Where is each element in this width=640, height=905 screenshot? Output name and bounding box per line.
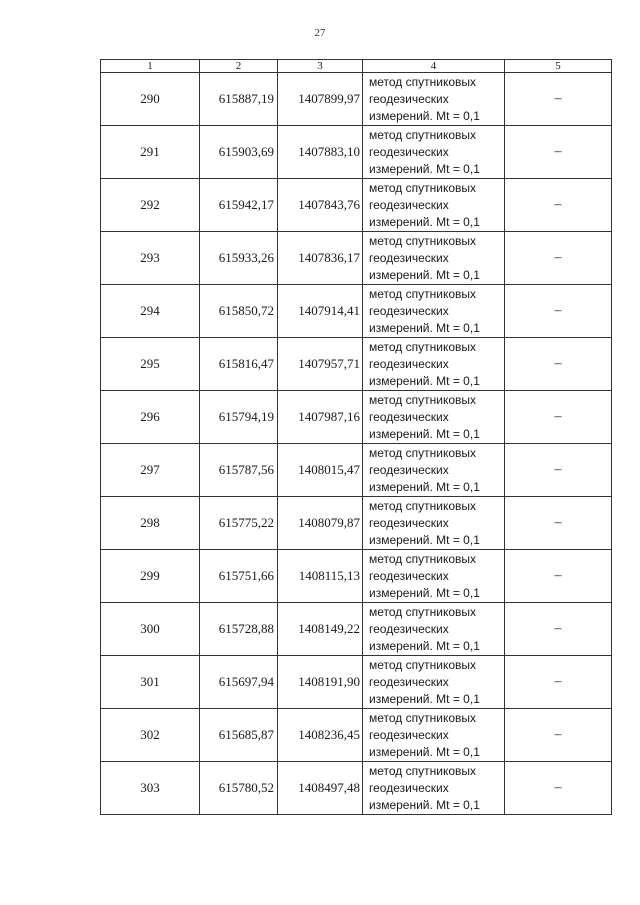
column-header-5: 5 <box>505 60 612 73</box>
note-cell: – <box>505 285 612 338</box>
method-text-line: метод спутниковых <box>369 233 477 248</box>
note-cell: – <box>505 179 612 232</box>
y-coordinate-value: 1408497,48 <box>298 780 360 795</box>
note-cell: – <box>505 762 612 815</box>
x-coordinate-cell <box>200 391 278 444</box>
method-text-line: метод спутниковых <box>369 763 477 778</box>
method-text-line: геодезических <box>369 144 449 159</box>
table-row <box>101 73 612 126</box>
method-text-line: измерений. Mt = 0,1 <box>369 744 480 759</box>
x-coordinate-value: 615942,17 <box>218 197 274 212</box>
table-row <box>101 338 612 391</box>
table-header-row <box>101 60 612 73</box>
method-text-line: измерений. Mt = 0,1 <box>369 373 480 388</box>
method-text-line: измерений. Mt = 0,1 <box>369 320 480 335</box>
column-header-4: 4 <box>363 60 505 73</box>
method-text-line: метод спутниковых <box>369 74 477 89</box>
y-coordinate-cell <box>278 656 363 709</box>
method-text-line: метод спутниковых <box>369 445 477 460</box>
y-coordinate-cell <box>278 391 363 444</box>
x-coordinate-cell <box>200 444 278 497</box>
method-text-line: измерений. Mt = 0,1 <box>369 691 480 706</box>
table-row <box>101 497 612 550</box>
table-row <box>101 656 612 709</box>
y-coordinate-cell <box>278 232 363 285</box>
y-coordinate-value: 1407843,76 <box>298 197 360 212</box>
method-cell <box>363 444 505 497</box>
y-coordinate-value: 1407914,41 <box>298 303 360 318</box>
y-coordinate-cell <box>278 285 363 338</box>
table-row <box>101 179 612 232</box>
column-header-2: 2 <box>200 60 278 73</box>
y-coordinate-value: 1407987,16 <box>298 409 360 424</box>
note-cell: – <box>505 709 612 762</box>
point-number-cell: 300 <box>101 603 200 656</box>
x-coordinate-value: 615775,22 <box>218 515 274 530</box>
x-coordinate-cell <box>200 497 278 550</box>
method-text-line: измерений. Mt = 0,1 <box>369 108 480 123</box>
x-coordinate-value: 615697,94 <box>218 674 274 689</box>
method-text-line: измерений. Mt = 0,1 <box>369 585 480 600</box>
method-text-line: геодезических <box>369 515 449 530</box>
point-number-cell: 301 <box>101 656 200 709</box>
y-coordinate-value: 1407957,71 <box>298 356 360 371</box>
method-text-line: геодезических <box>369 197 449 212</box>
note-cell: – <box>505 603 612 656</box>
x-coordinate-cell <box>200 603 278 656</box>
point-number-cell: 298 <box>101 497 200 550</box>
point-number-cell: 294 <box>101 285 200 338</box>
method-cell <box>363 550 505 603</box>
note-cell: – <box>505 656 612 709</box>
x-coordinate-value: 615850,72 <box>218 303 274 318</box>
point-number-cell: 297 <box>101 444 200 497</box>
method-text-line: измерений. Mt = 0,1 <box>369 267 480 282</box>
note-cell: – <box>505 338 612 391</box>
point-number-cell: 290 <box>101 73 200 126</box>
point-number-cell: 292 <box>101 179 200 232</box>
x-coordinate-cell <box>200 550 278 603</box>
method-text-line: метод спутниковых <box>369 710 477 725</box>
point-number-cell: 295 <box>101 338 200 391</box>
method-cell <box>363 285 505 338</box>
method-cell <box>363 73 505 126</box>
method-text-line: измерений. Mt = 0,1 <box>369 426 480 441</box>
method-text-line: геодезических <box>369 409 449 424</box>
method-text-line: метод спутниковых <box>369 180 477 195</box>
x-coordinate-value: 615933,26 <box>218 250 274 265</box>
y-coordinate-cell <box>278 179 363 232</box>
method-text-line: геодезических <box>369 780 449 795</box>
method-cell <box>363 656 505 709</box>
note-cell: – <box>505 550 612 603</box>
point-number-cell: 303 <box>101 762 200 815</box>
method-cell <box>363 762 505 815</box>
x-coordinate-value: 615903,69 <box>218 144 274 159</box>
y-coordinate-cell <box>278 603 363 656</box>
method-text-line: метод спутниковых <box>369 551 477 566</box>
y-coordinate-cell <box>278 126 363 179</box>
table-row <box>101 391 612 444</box>
x-coordinate-value: 615685,87 <box>218 727 274 742</box>
y-coordinate-cell <box>278 73 363 126</box>
method-text-line: геодезических <box>369 621 449 636</box>
y-coordinate-value: 1408015,47 <box>298 462 360 477</box>
note-cell: – <box>505 126 612 179</box>
method-text-line: геодезических <box>369 727 449 742</box>
table-row <box>101 126 612 179</box>
method-text-line: метод спутниковых <box>369 127 477 142</box>
x-coordinate-cell <box>200 285 278 338</box>
table-row <box>101 550 612 603</box>
table-row <box>101 232 612 285</box>
y-coordinate-value: 1408236,45 <box>298 727 360 742</box>
x-coordinate-cell <box>200 762 278 815</box>
method-text-line: измерений. Mt = 0,1 <box>369 797 480 812</box>
method-text-line: геодезических <box>369 91 449 106</box>
y-coordinate-value: 1407836,17 <box>298 250 360 265</box>
page-number: 27 <box>314 27 326 39</box>
x-coordinate-value: 615780,52 <box>218 780 274 795</box>
y-coordinate-value: 1408115,13 <box>298 568 360 583</box>
y-coordinate-cell <box>278 497 363 550</box>
note-cell: – <box>505 497 612 550</box>
column-header-3: 3 <box>278 60 363 73</box>
y-coordinate-cell <box>278 338 363 391</box>
column-header-1: 1 <box>101 60 200 73</box>
x-coordinate-value: 615794,19 <box>218 409 274 424</box>
method-cell <box>363 338 505 391</box>
x-coordinate-cell <box>200 338 278 391</box>
x-coordinate-cell <box>200 126 278 179</box>
method-text-line: измерений. Mt = 0,1 <box>369 479 480 494</box>
y-coordinate-value: 1407883,10 <box>298 144 360 159</box>
x-coordinate-value: 615787,56 <box>218 462 274 477</box>
method-text-line: геодезических <box>369 303 449 318</box>
point-number-cell: 299 <box>101 550 200 603</box>
table-row <box>101 709 612 762</box>
method-cell <box>363 179 505 232</box>
point-number-cell: 296 <box>101 391 200 444</box>
x-coordinate-cell <box>200 232 278 285</box>
y-coordinate-cell <box>278 550 363 603</box>
point-number-cell: 302 <box>101 709 200 762</box>
x-coordinate-value: 615728,88 <box>218 621 274 636</box>
method-text-line: геодезических <box>369 356 449 371</box>
y-coordinate-cell <box>278 709 363 762</box>
table-row <box>101 762 612 815</box>
method-cell <box>363 603 505 656</box>
method-cell <box>363 497 505 550</box>
x-coordinate-value: 615751,66 <box>218 568 274 583</box>
y-coordinate-value: 1407899,97 <box>298 91 360 106</box>
method-text-line: метод спутниковых <box>369 657 477 672</box>
y-coordinate-value: 1408149,22 <box>298 621 360 636</box>
table-row <box>101 444 612 497</box>
x-coordinate-cell <box>200 656 278 709</box>
method-text-line: метод спутниковых <box>369 339 477 354</box>
x-coordinate-cell <box>200 709 278 762</box>
x-coordinate-cell <box>200 73 278 126</box>
y-coordinate-cell <box>278 762 363 815</box>
note-cell: – <box>505 73 612 126</box>
point-number-cell: 293 <box>101 232 200 285</box>
y-coordinate-value: 1408191,90 <box>298 674 360 689</box>
coordinates-table <box>100 59 612 815</box>
method-text-line: измерений. Mt = 0,1 <box>369 161 480 176</box>
x-coordinate-cell <box>200 179 278 232</box>
note-cell: – <box>505 444 612 497</box>
method-cell <box>363 126 505 179</box>
x-coordinate-value: 615887,19 <box>218 91 274 106</box>
note-cell: – <box>505 391 612 444</box>
method-text-line: геодезических <box>369 674 449 689</box>
method-text-line: геодезических <box>369 462 449 477</box>
method-cell <box>363 709 505 762</box>
point-number-cell: 291 <box>101 126 200 179</box>
method-text-line: метод спутниковых <box>369 392 477 407</box>
method-text-line: измерений. Mt = 0,1 <box>369 638 480 653</box>
coordinates-table-body <box>101 60 612 815</box>
method-text-line: геодезических <box>369 250 449 265</box>
y-coordinate-cell <box>278 444 363 497</box>
method-text-line: метод спутниковых <box>369 604 477 619</box>
method-text-line: измерений. Mt = 0,1 <box>369 532 480 547</box>
note-cell: – <box>505 232 612 285</box>
y-coordinate-value: 1408079,87 <box>298 515 360 530</box>
method-text-line: измерений. Mt = 0,1 <box>369 214 480 229</box>
table-row <box>101 603 612 656</box>
x-coordinate-value: 615816,47 <box>218 356 274 371</box>
method-text-line: метод спутниковых <box>369 498 477 513</box>
method-cell <box>363 232 505 285</box>
method-text-line: метод спутниковых <box>369 286 477 301</box>
method-text-line: геодезических <box>369 568 449 583</box>
method-cell <box>363 391 505 444</box>
table-row <box>101 285 612 338</box>
